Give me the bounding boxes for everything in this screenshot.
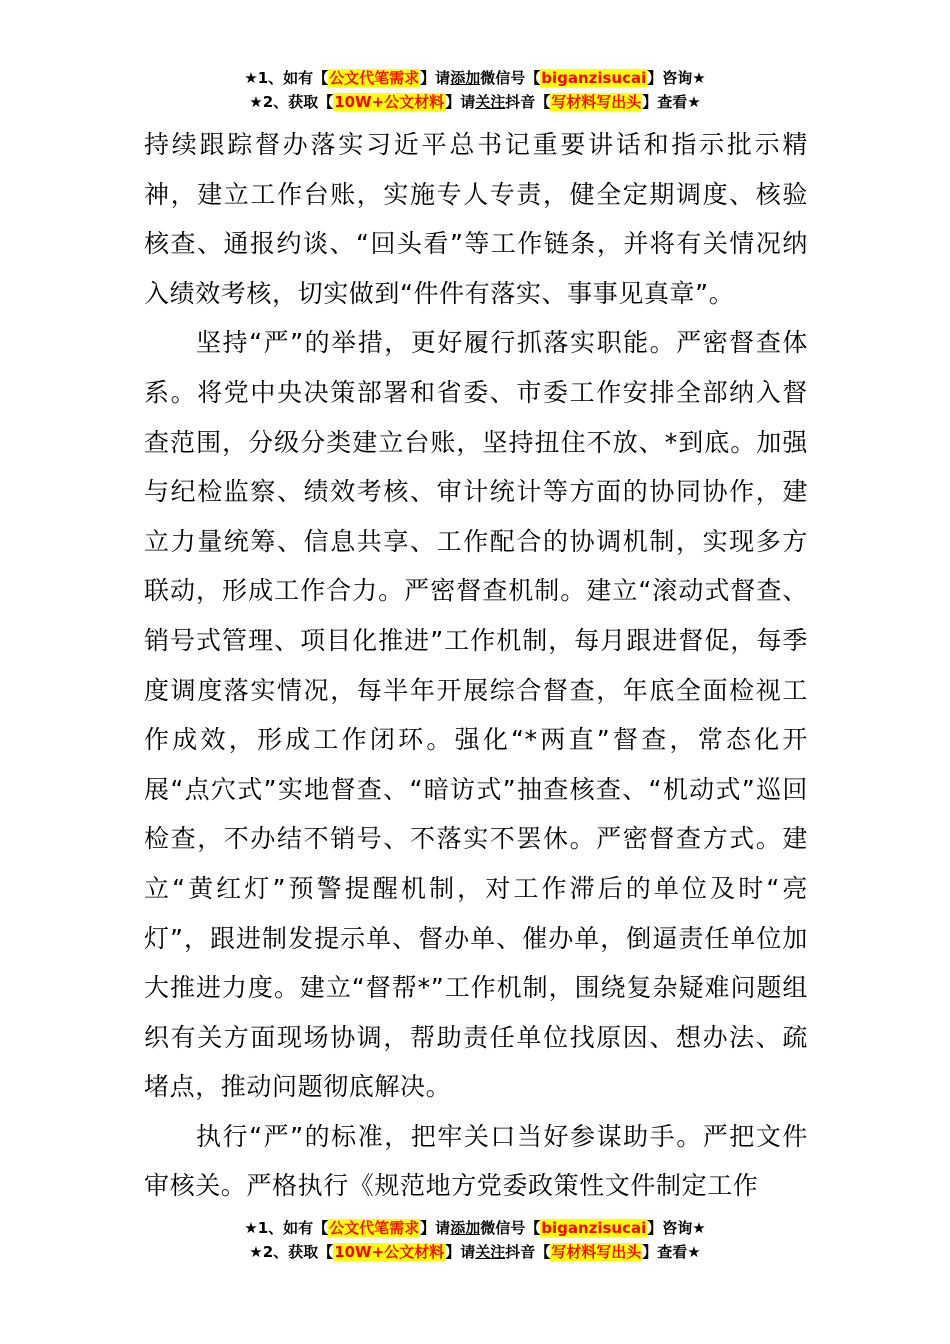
paragraph: 执行“严”的标准，把牢关口当好参谋助手。严把文件审核关。严格执行《规范地方党委政策性文件制定工作: [144, 1121, 808, 1201]
header-banner-line-1: [0, 66, 950, 90]
banner-text: ★2、获取【: [249, 1243, 334, 1261]
banner-text: 抖音【: [505, 93, 551, 111]
highlight-need-label: 公文代笔需求: [329, 69, 420, 87]
banner-text: 】咨询★: [647, 1219, 706, 1237]
paragraph: 持续跟踪督办落实习近平总书记重要讲话和指示批示精神，建立工作台账，实施专人专责，健全定期调度、核验核查、通报约谈、“回头看”等工作链条，并将有关情况纳入绩效考核，切实做到“件件有落实、事事见真章”。: [144, 130, 808, 308]
header-banner: [0, 66, 950, 114]
banner-text: ★1、如有【: [244, 69, 329, 87]
banner-text: ★1、如有【: [244, 1219, 329, 1237]
banner-text: 抖音【: [505, 1243, 551, 1261]
banner-text: 微信号【: [480, 1219, 541, 1237]
banner-text: ★2、获取【: [249, 93, 334, 111]
banner-text: 】请: [420, 1219, 451, 1237]
paragraph: 坚持“严”的举措，更好履行抓落实职能。严密督查体系。将党中央决策部署和省委、市委工作安排全部纳入督查范围，分级分类建立台账，坚持扭住不放、*到底。加强与纪检监察、绩效考核、审计统计等方面的协同协作，建立力量统筹、信息共享、工作配合的协调机制，实现多方联动，形成工作合力。严密督查机制。建立“滚动式督查、销号式管理、项目化推进”工作机制，每月跟进督促，每季度调度落实情况，每半年开展综合督查，年底全面检视工作成效，形成工作闭环。强化“*两直”督查，常态化开展“点穴式”实地督查、“暗访式”抽查核查、“机动式”巡回检查，不办结不销号、不落实不罢休。严密督查方式。建立“黄红灯”预警提醒机制，对工作滞后的单位及时“亮灯”，跟进制发提示单、督办单、催办单，倒逼责任单位加大推进力度。建立“督帮*”工作机制，围绕复杂疑难问题组织有关方面现场协调，帮助责任单位找原因、想办法、疏堵点，推动问题彻底解决。: [144, 328, 808, 1102]
footer-banner: [0, 1216, 950, 1264]
highlight-material-label: 10W+公文材料: [334, 93, 445, 111]
banner-text: 】咨询★: [647, 69, 706, 87]
banner-text: 】查看★: [642, 1243, 701, 1261]
douyin-account: 写材料写出头: [551, 1243, 642, 1261]
header-banner-line-2: [0, 90, 950, 114]
follow-word: 关注: [475, 93, 506, 111]
douyin-account: 写材料写出头: [551, 93, 642, 111]
document-body: [144, 120, 808, 1211]
follow-word: 关注: [475, 1243, 506, 1261]
banner-text: 】请: [445, 93, 476, 111]
banner-text: 】请: [420, 69, 451, 87]
add-word: 添加: [450, 69, 481, 87]
wechat-id: biganzisucai: [541, 69, 647, 87]
highlight-material-label: 10W+公文材料: [334, 1243, 445, 1261]
banner-text: 】请: [445, 1243, 476, 1261]
banner-text: 微信号【: [480, 69, 541, 87]
footer-banner-line-1: [0, 1216, 950, 1240]
footer-banner-line-2: [0, 1240, 950, 1264]
add-word: 添加: [450, 1219, 481, 1237]
banner-text: 】查看★: [642, 93, 701, 111]
highlight-need-label: 公文代笔需求: [329, 1219, 420, 1237]
wechat-id: biganzisucai: [541, 1219, 647, 1237]
